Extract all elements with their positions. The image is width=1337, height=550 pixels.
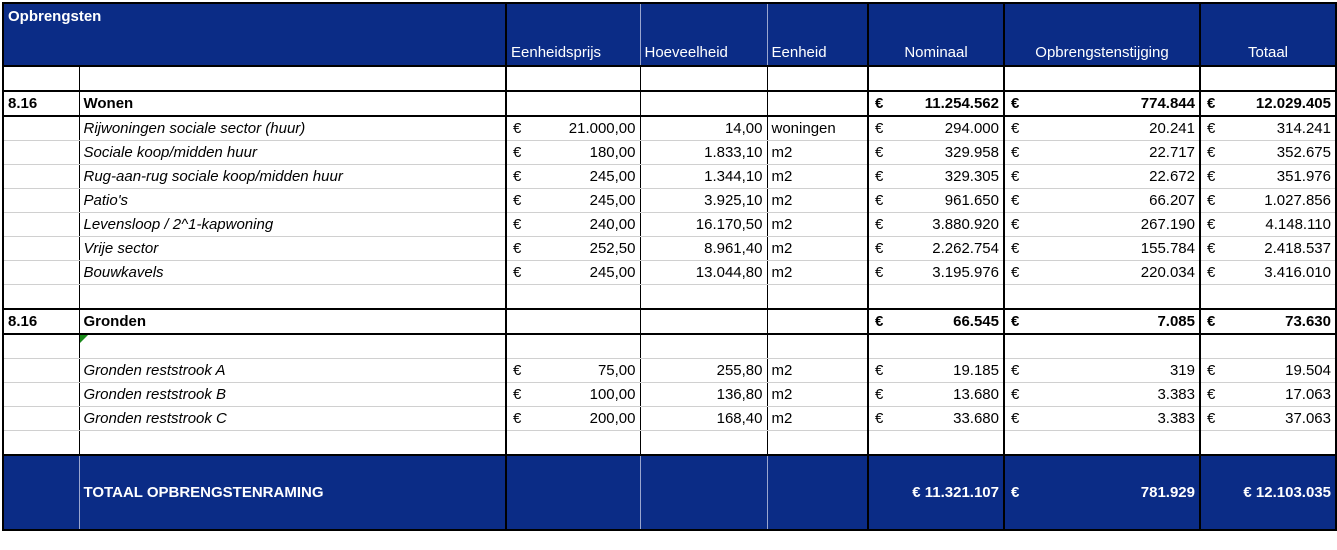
empty-cell [640,455,767,530]
amount-value: 66.207 [1149,192,1195,209]
empty-row [3,334,1336,359]
currency-symbol: € [1207,313,1216,330]
empty-cell [3,66,79,91]
currency-symbol: € [1011,168,1020,185]
item-name: Gronden reststrook A [79,359,506,383]
amount-value: 240,00 [589,216,636,233]
header-row [3,3,1336,66]
amount-value: 267.190 [1140,216,1195,233]
currency-symbol: € [875,144,884,161]
col-hoeveelheid: Hoeveelheid [640,3,767,66]
line-item-row [3,116,1336,141]
item-hoeveelheid: 136,80 [640,383,767,407]
item-hoeveelheid: 14,00 [640,116,767,141]
item-name: Gronden reststrook B [79,383,506,407]
amount-value: 19.504 [1285,362,1331,379]
item-stijging [1004,261,1200,285]
item-nominaal [868,407,1004,431]
amount-value: 13.680 [953,386,999,403]
item-hoeveelheid: 168,40 [640,407,767,431]
amount-value: 352.675 [1276,144,1331,161]
amount-value: 2.262.754 [932,240,999,257]
empty-cell [868,334,1004,359]
amount-value: 961.650 [944,192,999,209]
amount-value: 12.029.405 [1255,95,1331,112]
item-totaal [1200,261,1336,285]
item-nominaal [868,383,1004,407]
item-nominaal [868,116,1004,141]
empty-cell [3,431,79,456]
currency-symbol: € [513,264,522,281]
line-item-row [3,261,1336,285]
currency-symbol: € [1207,144,1216,161]
empty-cell [79,285,506,310]
empty-cell [1004,431,1200,456]
item-stijging [1004,116,1200,141]
col-eenheid: Eenheid [767,3,868,66]
empty-cell [767,309,868,334]
empty-cell [79,334,506,359]
item-prijs [506,189,640,213]
currency-symbol: € [513,192,522,209]
empty-cell [3,141,79,165]
line-item-row [3,407,1336,431]
item-stijging [1004,237,1200,261]
col-eenheidsprijs: Eenheidsprijs [506,3,640,66]
currency-symbol: € [1207,120,1216,137]
currency-symbol: € [513,120,522,137]
amount-value: 294.000 [944,120,999,137]
item-hoeveelheid: 8.961,40 [640,237,767,261]
currency-symbol: € [1011,264,1020,281]
amount-value: 66.545 [953,313,999,330]
amount-value: 20.241 [1149,120,1195,137]
amount-value: 781.929 [1140,484,1195,501]
empty-cell [506,334,640,359]
empty-cell [767,334,868,359]
currency-symbol: € [875,362,884,379]
currency-symbol: € [875,410,884,427]
empty-cell [3,359,79,383]
currency-symbol: € [1207,264,1216,281]
amount-value: 17.063 [1285,386,1331,403]
empty-row [3,431,1336,456]
item-stijging [1004,213,1200,237]
amount-value: 155.784 [1140,240,1195,257]
empty-cell [1004,334,1200,359]
amount-value: 19.185 [953,362,999,379]
empty-cell [767,455,868,530]
item-name: Levensloop / 2^1-kapwoning [79,213,506,237]
item-nominaal [868,165,1004,189]
item-eenheid: m2 [767,189,868,213]
amount-value: 245,00 [589,192,636,209]
item-nominaal [868,189,1004,213]
empty-cell [3,165,79,189]
currency-symbol: € [513,240,522,257]
line-item-row [3,383,1336,407]
empty-cell [767,285,868,310]
currency-symbol: € [1011,484,1020,501]
currency-symbol: € [875,192,884,209]
amount-value: 220.034 [1140,264,1195,281]
item-totaal [1200,383,1336,407]
item-prijs [506,383,640,407]
empty-cell [767,91,868,116]
line-item-row [3,359,1336,383]
line-item-row [3,165,1336,189]
empty-cell [1004,66,1200,91]
currency-symbol: € [1207,192,1216,209]
empty-cell [3,116,79,141]
item-hoeveelheid: 16.170,50 [640,213,767,237]
currency-symbol: € [513,386,522,403]
item-prijs [506,213,640,237]
empty-cell [767,66,868,91]
item-prijs [506,261,640,285]
empty-cell [506,285,640,310]
item-name: Sociale koop/midden huur [79,141,506,165]
currency-symbol: € [1011,95,1020,112]
amount-value: 75,00 [597,362,636,379]
currency-symbol: € [513,144,522,161]
item-hoeveelheid: 1.833,10 [640,141,767,165]
item-name: Gronden reststrook C [79,407,506,431]
item-name: Bouwkavels [79,261,506,285]
currency-symbol: € [1011,410,1020,427]
amount-value: 245,00 [589,264,636,281]
empty-cell [767,431,868,456]
empty-cell [506,431,640,456]
item-name: Rijwoningen sociale sector (huur) [79,116,506,141]
empty-cell [640,309,767,334]
item-name: Rug-aan-rug sociale koop/midden huur [79,165,506,189]
amount-value: 3.416.010 [1264,264,1331,281]
empty-cell [868,285,1004,310]
amount-value: 180,00 [589,144,636,161]
currency-symbol: € [513,410,522,427]
amount-value: 3.383 [1157,410,1195,427]
empty-cell [506,309,640,334]
section-code: 8.16 [3,91,79,116]
line-item-row [3,237,1336,261]
item-prijs [506,165,640,189]
item-hoeveelheid: 1.344,10 [640,165,767,189]
section-totaal [1200,309,1336,334]
empty-cell [3,261,79,285]
amount-value: 200,00 [589,410,636,427]
item-prijs [506,359,640,383]
sheet-title: Opbrengsten [3,3,506,66]
empty-cell [3,455,79,530]
currency-symbol: € [875,120,884,137]
section-stijging [1004,309,1200,334]
empty-cell [640,334,767,359]
amount-value: 37.063 [1285,410,1331,427]
line-item-row [3,189,1336,213]
total-totaal: € 12.103.035 [1200,455,1336,530]
item-nominaal [868,261,1004,285]
amount-value: 21.000,00 [568,120,636,137]
item-nominaal [868,141,1004,165]
item-eenheid: m2 [767,383,868,407]
empty-cell [1200,431,1336,456]
item-eenheid: m2 [767,141,868,165]
item-stijging [1004,189,1200,213]
currency-symbol: € [1207,386,1216,403]
amount-value: 319 [1169,362,1195,379]
empty-cell [868,431,1004,456]
currency-symbol: € [875,386,884,403]
amount-value: 22.672 [1149,168,1195,185]
item-stijging [1004,165,1200,189]
currency-symbol: € [1207,95,1216,112]
item-hoeveelheid: 3.925,10 [640,189,767,213]
section-totaal [1200,91,1336,116]
line-item-row [3,213,1336,237]
amount-value: 3.195.976 [932,264,999,281]
item-totaal [1200,407,1336,431]
item-eenheid: m2 [767,165,868,189]
amount-value: 1.027.856 [1264,192,1331,209]
total-row [3,455,1336,530]
item-stijging [1004,383,1200,407]
empty-cell [506,91,640,116]
amount-value: 351.976 [1276,168,1331,185]
empty-cell [3,237,79,261]
currency-symbol: € [1011,120,1020,137]
item-eenheid: m2 [767,407,868,431]
empty-cell [79,431,506,456]
empty-row [3,285,1336,310]
currency-symbol: € [513,216,522,233]
amount-value: 11.254.562 [924,95,999,112]
item-totaal [1200,116,1336,141]
total-label: TOTAAL OPBRENGSTENRAMING [79,455,506,530]
amount-value: 774.844 [1140,95,1195,112]
item-nominaal [868,359,1004,383]
empty-cell [506,455,640,530]
empty-cell [79,66,506,91]
item-totaal [1200,359,1336,383]
item-prijs [506,141,640,165]
item-eenheid: m2 [767,213,868,237]
currency-symbol: € [1011,192,1020,209]
amount-value: 4.148.110 [1265,216,1331,233]
empty-cell [3,213,79,237]
item-eenheid: m2 [767,261,868,285]
item-totaal [1200,237,1336,261]
currency-symbol: € [875,95,884,112]
empty-cell [3,383,79,407]
revenue-table [2,2,1337,531]
item-prijs [506,237,640,261]
amount-value: 3.383 [1157,386,1195,403]
section-nominaal [868,309,1004,334]
item-name: Vrije sector [79,237,506,261]
section-code: 8.16 [3,309,79,334]
item-totaal [1200,165,1336,189]
empty-cell [506,66,640,91]
currency-symbol: € [1207,240,1216,257]
section-row [3,91,1336,116]
empty-cell [868,66,1004,91]
item-eenheid: m2 [767,237,868,261]
currency-symbol: € [1011,216,1020,233]
amount-value: 73.630 [1285,313,1331,330]
amount-value: 100,00 [589,386,636,403]
section-nominaal [868,91,1004,116]
empty-cell [640,66,767,91]
section-stijging [1004,91,1200,116]
amount-value: 3.880.920 [932,216,999,233]
col-totaal: Totaal [1200,3,1336,66]
item-eenheid: m2 [767,359,868,383]
item-stijging [1004,359,1200,383]
item-stijging [1004,141,1200,165]
empty-row [3,66,1336,91]
currency-symbol: € [513,168,522,185]
currency-symbol: € [875,216,884,233]
currency-symbol: € [1011,362,1020,379]
empty-cell [1004,285,1200,310]
section-name: Gronden [79,309,506,334]
amount-value: 329.305 [944,168,999,185]
amount-value: 245,00 [589,168,636,185]
currency-symbol: € [1207,216,1216,233]
amount-value: 2.418.537 [1264,240,1331,257]
amount-value: 252,50 [589,240,636,257]
item-eenheid: woningen [767,116,868,141]
item-totaal [1200,213,1336,237]
empty-cell [3,334,79,359]
total-nominaal: € 11.321.107 [868,455,1004,530]
empty-cell [640,91,767,116]
item-prijs [506,407,640,431]
item-stijging [1004,407,1200,431]
empty-cell [640,285,767,310]
amount-value: 22.717 [1149,144,1195,161]
empty-cell [640,431,767,456]
section-name: Wonen [79,91,506,116]
amount-value: 7.085 [1157,313,1195,330]
currency-symbol: € [1207,168,1216,185]
item-totaal [1200,189,1336,213]
item-hoeveelheid: 255,80 [640,359,767,383]
currency-symbol: € [1011,144,1020,161]
currency-symbol: € [1011,240,1020,257]
item-hoeveelheid: 13.044,80 [640,261,767,285]
currency-symbol: € [513,362,522,379]
item-nominaal [868,237,1004,261]
col-opbrengstenstijging: Opbrengstenstijging [1004,3,1200,66]
currency-symbol: € [875,168,884,185]
item-nominaal [868,213,1004,237]
empty-cell [3,189,79,213]
item-name: Patio's [79,189,506,213]
currency-symbol: € [1207,362,1216,379]
currency-symbol: € [875,264,884,281]
amount-value: 329.958 [944,144,999,161]
item-totaal [1200,141,1336,165]
amount-value: 314.241 [1276,120,1331,137]
empty-cell [3,285,79,310]
currency-symbol: € [1011,313,1020,330]
amount-value: 33.680 [953,410,999,427]
empty-cell [3,407,79,431]
empty-cell [1200,66,1336,91]
item-prijs [506,116,640,141]
currency-symbol: € [875,240,884,257]
col-nominaal: Nominaal [868,3,1004,66]
total-stijging [1004,455,1200,530]
currency-symbol: € [1011,386,1020,403]
currency-symbol: € [1207,410,1216,427]
empty-cell [1200,285,1336,310]
empty-cell [1200,334,1336,359]
section-row [3,309,1336,334]
line-item-row [3,141,1336,165]
currency-symbol: € [875,313,884,330]
